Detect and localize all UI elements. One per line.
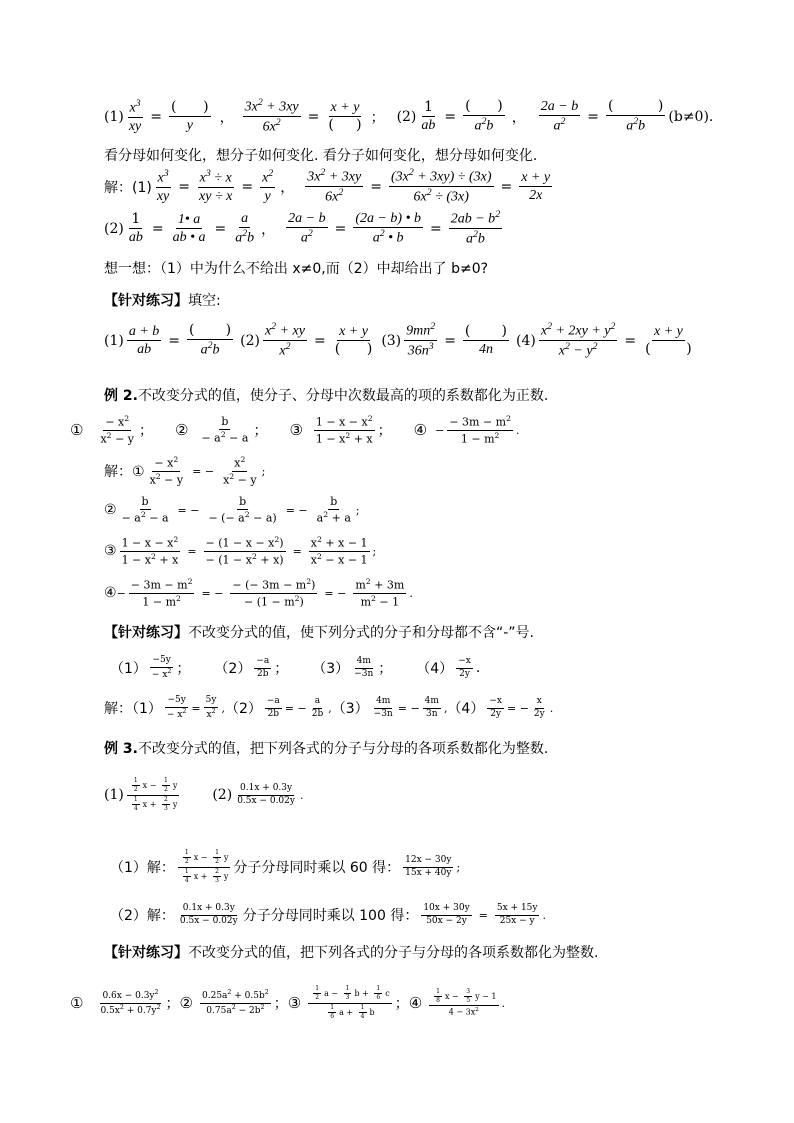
fraction: $\frac{x + y}{( )}$ xyxy=(328,99,362,134)
solution-2: (2) $\frac{1}{ab}$ = $\frac{1• a}{ab • a}$ = $\frac{a}{a^2b}$ ， $\frac{2a - b}{a^2}$ = $\frac{(2a - b) • b}{a^2 • b}$ = $\frac{2ab - b^2}{a^2b}$ xyxy=(104,209,501,247)
fraction: $\frac{x^3}{xy}$ xyxy=(128,97,142,134)
solution-e2-4: ④ − $\frac{- 3m - m^2}{1 - m^2}$ = − $\frac{- (- 3m - m^2)}{- (1 - m^2)}$ = − $\frac{m^2 + 3m}{m^2 - 1}$ . xyxy=(104,577,413,609)
solution-1: 解：(1) $\frac{x^3}{xy}$ = $\frac{x^3 \div x}{xy \div x}$ = $\frac{x^2}{y}$ ， $\frac{3x^2 + 3xy}{6x^2}$ = $\frac{(3x^2 + 3xy) \div (3x)}{6x^2 \div (3x)}$ = $\frac{x + y}{2x}$ xyxy=(104,167,551,205)
fraction: $\frac{( )}{y}$ xyxy=(171,98,209,134)
practice-integer-coeff: ① $\frac{0.6x - 0.3y^2}{0.5x^2 + 0.7y^2}$ ； ② $\frac{0.25a^2 + 0.5b^2}{0.75a^2 - 2b^2}$ ； ③ $\frac{1}{2}$ a − $\frac{1}{3}$ b + $\frac{1}{6}$ c $\frac{1}{6}$ a + $\frac{1}{4}$ b ； ④ $\frac{1}{8}$ x − $\frac{3}{5}$ y − 1 $4 - 3x^2$ . xyxy=(70,985,506,1020)
practice-no-minus: （1） $\frac{-5y}{- x^2}$ ； （2） $\frac{-a}{2b}$ ； （3） $\frac{4m}{-3n}$ ； （4） $\frac{-x}{2y}$ . xyxy=(110,655,481,680)
hint-text: 看分母如何变化，想分子如何变化. 看分子如何变化，想分母如何变化. xyxy=(104,148,538,164)
fraction: $\frac{( )}{a^2b}$ xyxy=(465,97,503,134)
example3-problems: (1) $\frac{1}{2}$ x − $\frac{1}{2}$ y $\frac{1}{4}$ x + $\frac{2}{3}$ y (2) $\frac{0.1x + 0.3y}{0.5x - 0.02y}$ . xyxy=(104,777,304,812)
fraction: $\frac{3x^2 + 3xy}{6x^2}$ xyxy=(244,97,299,135)
solution-e2-1: 解：① $\frac{- x^2}{x^2 - y}$ = − $\frac{x^2}{x^2 - y}$ ; xyxy=(104,455,266,487)
fraction: $\frac{( )}{a^2b}$ xyxy=(607,97,664,134)
practice-heading-1: 【针对练习】 填空: xyxy=(104,293,221,309)
practice-heading-3: 【针对练习】 不改变分式的值，把下列各式的分子与分母的各项系数都化为整数. xyxy=(104,945,599,961)
example2-heading: 例 2. 不改变分式的值，使分子、分母中次数最高的项的系数都化为正数. xyxy=(104,388,549,404)
solution-e2-3: ③ $\frac{1 - x - x^2}{1 - x^2 + x}$ = $\frac{- (1 - x - x^2)}{- (1 - x^2 + x)}$ = $\frac{x^2 + x - 1}{x^2 - x - 1}$ ; xyxy=(104,535,377,567)
think-text: 想一想：（1）中为什么不给出 x≠0,而（2）中却给出了 b≠0? xyxy=(104,261,489,277)
example3-heading: 例 3. 不改变分式的值，把下列各式的分子与分母的各项系数都化为整数. xyxy=(104,741,549,757)
practice-heading-2: 【针对练习】 不改变分式的值，使下列分式的分子和分母都不含“-”号. xyxy=(104,625,535,641)
practice-no-minus-solution: 解：（1） $\frac{-5y}{- x^2}$ = $\frac{5y}{x^2}$ , （2） $\frac{-a}{2b}$ = − $\frac{a}{2b}$ , （3） $\frac{4m}{-3n}$ = − $\frac{4m}{3n}$ , （4） $\frac{-x}{2y}$ = − $\frac{x}{2y}$ . xyxy=(104,695,554,720)
fraction: $\frac{2a - b}{a^2}$ xyxy=(540,98,579,134)
example3-solution-1: （1）解： $\frac{1}{2}$ x − $\frac{1}{2}$ y $\frac{1}{4}$ x + $\frac{2}{3}$ y 分子分母同时乘以 60 得： $\frac{12x - 30y}{15x + 40y}$ ; xyxy=(110,849,461,884)
practice-fill-in: (1) $\frac{a + b}{ab}$ = $\frac{( )}{a^2b}$ (2) $\frac{x^2 + xy}{x^2}$ = $\frac{x + y}{( )}$ (3) $\frac{9mn^2}{36n^3}$ = $\frac{( )}{4n}$ (4) $\frac{x^2 + 2xy + y^2}{x^2 - y^2}$ = $\frac{x + y}{( )}$ xyxy=(104,321,692,359)
example2-problems: ① $\frac{- x^2}{x^2 - y}$ ； ② $\frac{b}{- a^2 - a}$ ； ③ $\frac{1 - x - x^2}{1 - x^2 + x}$ ； ④ − $\frac{- 3m - m^2}{1 - m^2}$ . xyxy=(70,414,520,446)
example1-problems: (1) $\frac{x^3}{xy}$ = $\frac{( )}{y}$ ， $\frac{3x^2 + 3xy}{6x^2}$ = $\frac{x + y}{( )}$ ； (2) $\frac{1}{ab}$ = $\frac{( )}{a^2b}$ ， $\frac{2a - b}{a^2}$ = $\frac{( )}{a^2b}$ (b≠0). xyxy=(104,97,714,135)
example3-solution-2: （2）解： $\frac{0.1x + 0.3y}{0.5x - 0.02y}$ 分子分母同时乘以 100 得： $\frac{10x + 30y}{50x - 2y}$ = $\frac{5x + 15y}{25x - y}$ . xyxy=(110,903,546,926)
label-1: (1) xyxy=(104,108,124,125)
solution-e2-2: ② $\frac{b}{- a^2 - a}$ = − $\frac{b}{- (- a^2 - a)}$ = − $\frac{b}{a^2 + a}$ ; xyxy=(104,495,360,525)
fraction: $\frac{1}{ab}$ xyxy=(421,98,436,134)
